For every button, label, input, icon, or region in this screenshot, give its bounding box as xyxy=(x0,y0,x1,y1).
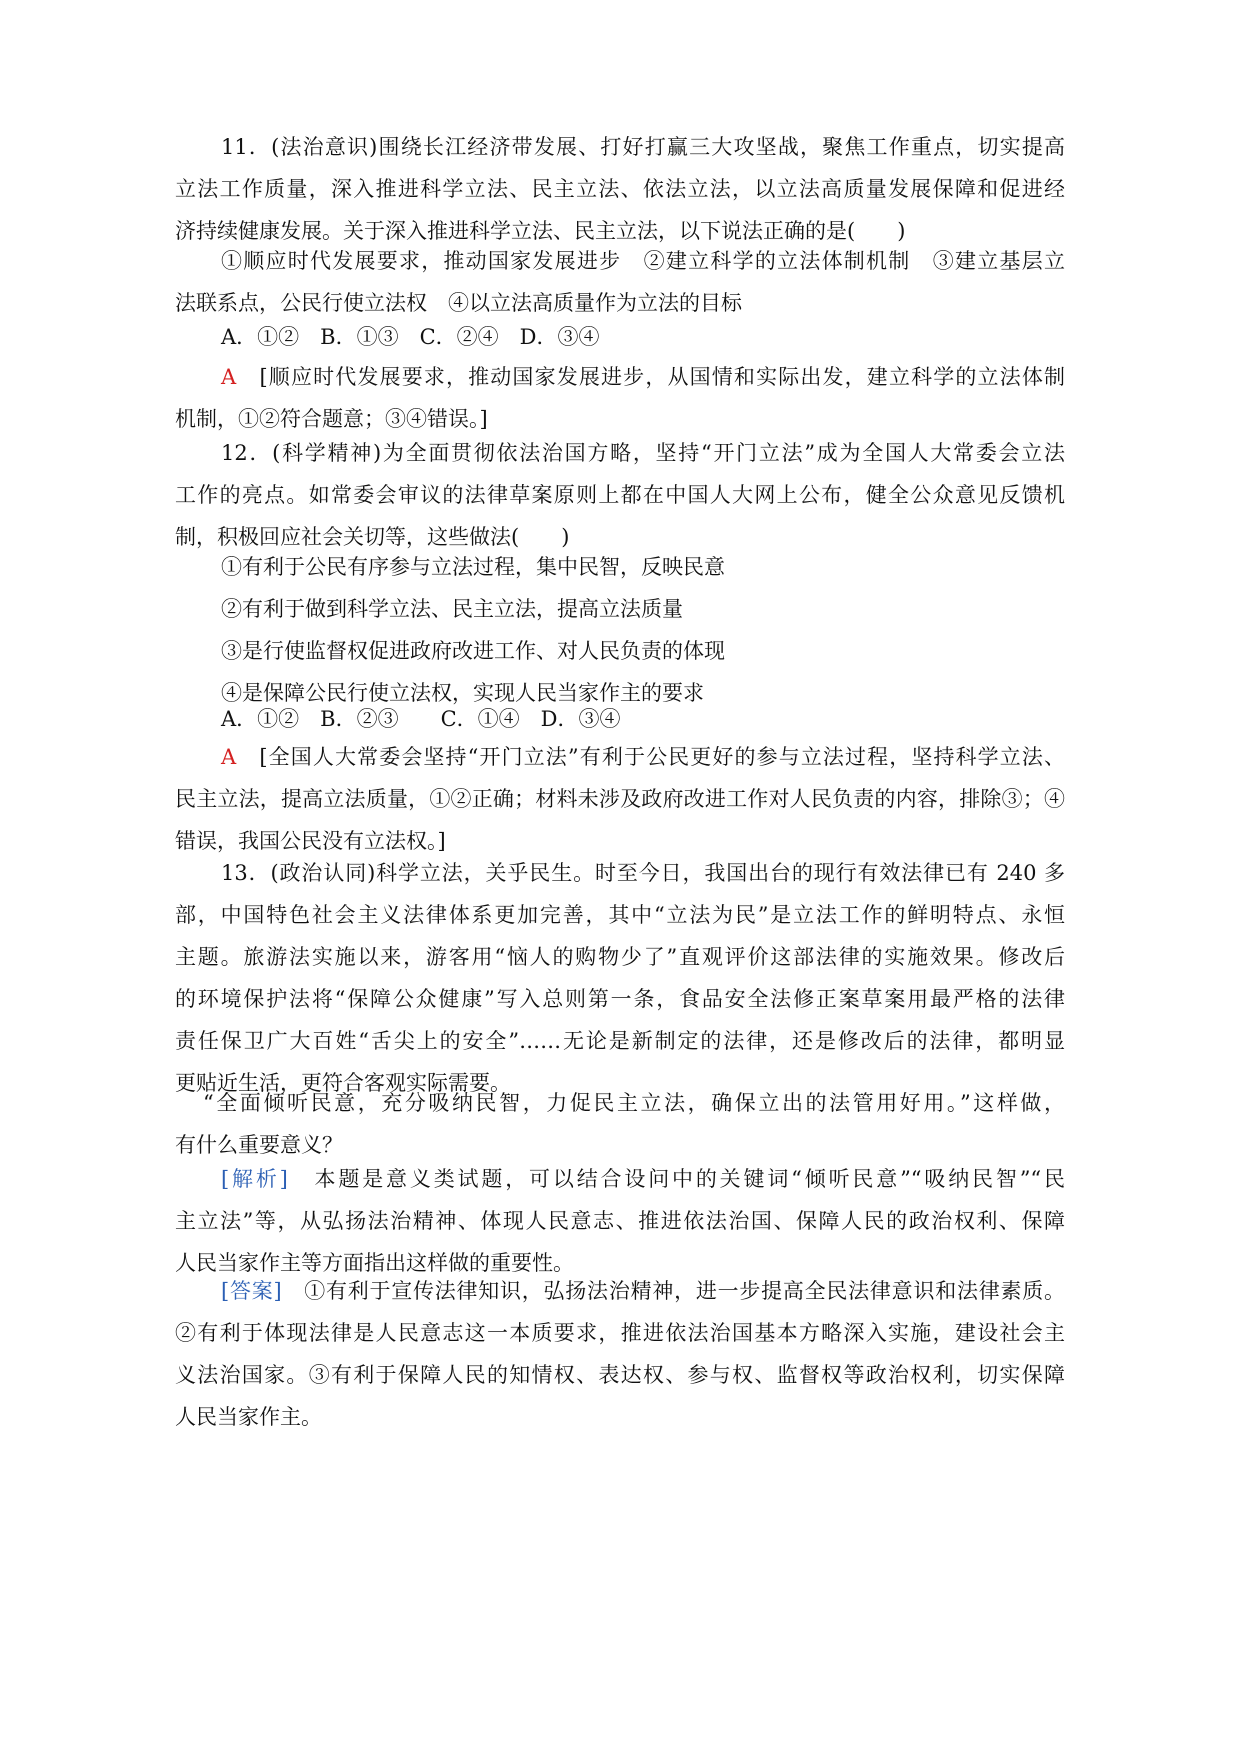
statement-line: ①顺应时代发展要求，推动国家发展进步 ②建立科学的立法体制机制 ③建立基层立 xyxy=(221,249,1065,273)
question-13-line: 责任保卫广大百姓“舌尖上的安全”……无论是新制定的法律，还是修改后的法律，都明显 xyxy=(175,1029,1065,1053)
question-13-line: 部，中国特色社会主义法律体系更加完善，其中“立法为民”是立法工作的鲜明特点、永恒 xyxy=(175,903,1065,927)
question-13-answer xyxy=(175,1270,1065,1438)
answer-line xyxy=(175,736,1065,778)
question-12-answer xyxy=(175,736,1065,862)
answer-line: 机制，①②符合题意；③④错误。] xyxy=(175,407,488,431)
question-13-line: 更贴近生活，更符合客观实际需要。 xyxy=(175,1071,511,1095)
question-11-statements xyxy=(175,240,1065,324)
prompt-line: 有什么重要意义？ xyxy=(175,1133,343,1157)
question-13 xyxy=(175,852,1065,1104)
statement-line: ②有利于做到科学立法、民主立法，提高立法质量 xyxy=(221,597,683,621)
answer-line: 人民当家作主。 xyxy=(175,1405,322,1429)
answer-line: 民主立法，提高立法质量，①②正确；材料未涉及政府改进工作对人民负责的内容，排除③；④ xyxy=(175,787,1065,811)
analysis-line: 人民当家作主等方面指出这样做的重要性。 xyxy=(175,1251,574,1275)
answer-line: ②有利于体现法律是人民意志这一本质要求，推进依法治国基本方略深入实施，建设社会主 xyxy=(175,1321,1065,1345)
question-13-line: 13．(政治认同)科学立法，关乎民生。时至今日，我国出台的现行有效法律已有 240 多 xyxy=(221,861,1065,885)
question-12-line: 制，积极回应社会关切等，这些做法( ) xyxy=(175,525,570,549)
answer-line xyxy=(175,356,1065,398)
question-12-line: 工作的亮点。如常委会审议的法律草案原则上都在中国人大网上公布，健全公众意见反馈机 xyxy=(175,483,1065,507)
prompt-line: “全面倾听民意，充分吸纳民智，力促民主立法，确保立出的法管用好用。”这样做， xyxy=(203,1091,1065,1115)
answer-text: [顺应时代发展要求，推动国家发展进步，从国情和实际出发，建立科学的立法体制 xyxy=(236,365,1065,389)
question-11-answer xyxy=(175,356,1065,440)
answer-letter: A xyxy=(221,745,237,769)
question-12-statements xyxy=(175,546,1065,714)
question-12-line: 12．(科学精神)为全面贯彻依法治国方略，坚持“开门立法”成为全国人大常委会立法 xyxy=(221,441,1065,465)
statement-line: ①有利于公民有序参与立法过程，集中民智，反映民意 xyxy=(221,555,725,579)
analysis-text: 本题是意义类试题，可以结合设问中的关键词“倾听民意”“吸纳民智”“民 xyxy=(287,1167,1065,1191)
answer-line xyxy=(175,1270,1065,1312)
question-11-line: 济持续健康发展。关于深入推进科学立法、民主立法，以下说法正确的是( ) xyxy=(175,219,906,243)
answer-letter: A xyxy=(221,365,237,389)
answer-text: [全国人大常委会坚持“开门立法”有利于公民更好的参与立法过程，坚持科学立法、 xyxy=(236,745,1065,769)
statement-line: ③是行使监督权促进政府改进工作、对人民负责的体现 xyxy=(221,639,725,663)
answer-text: ①有利于宣传法律知识，弘扬法治精神，进一步提高全民法律意识和法律素质。 xyxy=(281,1279,1066,1303)
question-12 xyxy=(175,432,1065,558)
options-line: A．①② B．②③ C．①④ D．③④ xyxy=(221,707,621,731)
question-11-line: 11．(法治意识)围绕长江经济带发展、打好打赢三大攻坚战，聚焦工作重点，切实提高 xyxy=(221,135,1065,159)
question-11 xyxy=(175,126,1065,252)
answer-line: 错误，我国公民没有立法权。] xyxy=(175,829,446,853)
question-11-line: 立法工作质量，深入推进科学立法、民主立法、依法立法，以立法高质量发展保障和促进经 xyxy=(175,177,1065,201)
question-11-options xyxy=(175,316,1065,358)
statement-line: ④是保障公民行使立法权，实现人民当家作主的要求 xyxy=(221,681,704,705)
question-13-line: 主题。旅游法实施以来，游客用“恼人的购物少了”直观评价这部法律的实施效果。修改后 xyxy=(175,945,1065,969)
analysis-line: 主立法”等，从弘扬法治精神、体现人民意志、推进依法治国、保障人民的政治权利、保障 xyxy=(175,1209,1065,1233)
options-line: A．①② B．①③ C．②④ D．③④ xyxy=(221,325,600,349)
question-13-prompt xyxy=(175,1082,1065,1166)
statement-line: 法联系点，公民行使立法权 ④以立法高质量作为立法的目标 xyxy=(175,291,742,315)
question-13-analysis xyxy=(175,1158,1065,1284)
answer-label: [答案] xyxy=(221,1279,282,1303)
question-13-line: 的环境保护法将“保障公众健康”写入总则第一条，食品安全法修正案草案用最严格的法律 xyxy=(175,987,1065,1011)
analysis-label: [解析] xyxy=(221,1167,288,1191)
question-12-options xyxy=(175,698,1065,740)
analysis-line xyxy=(175,1158,1065,1200)
answer-line: 义法治国家。③有利于保障人民的知情权、表达权、参与权、监督权等政治权利，切实保障 xyxy=(175,1363,1065,1387)
